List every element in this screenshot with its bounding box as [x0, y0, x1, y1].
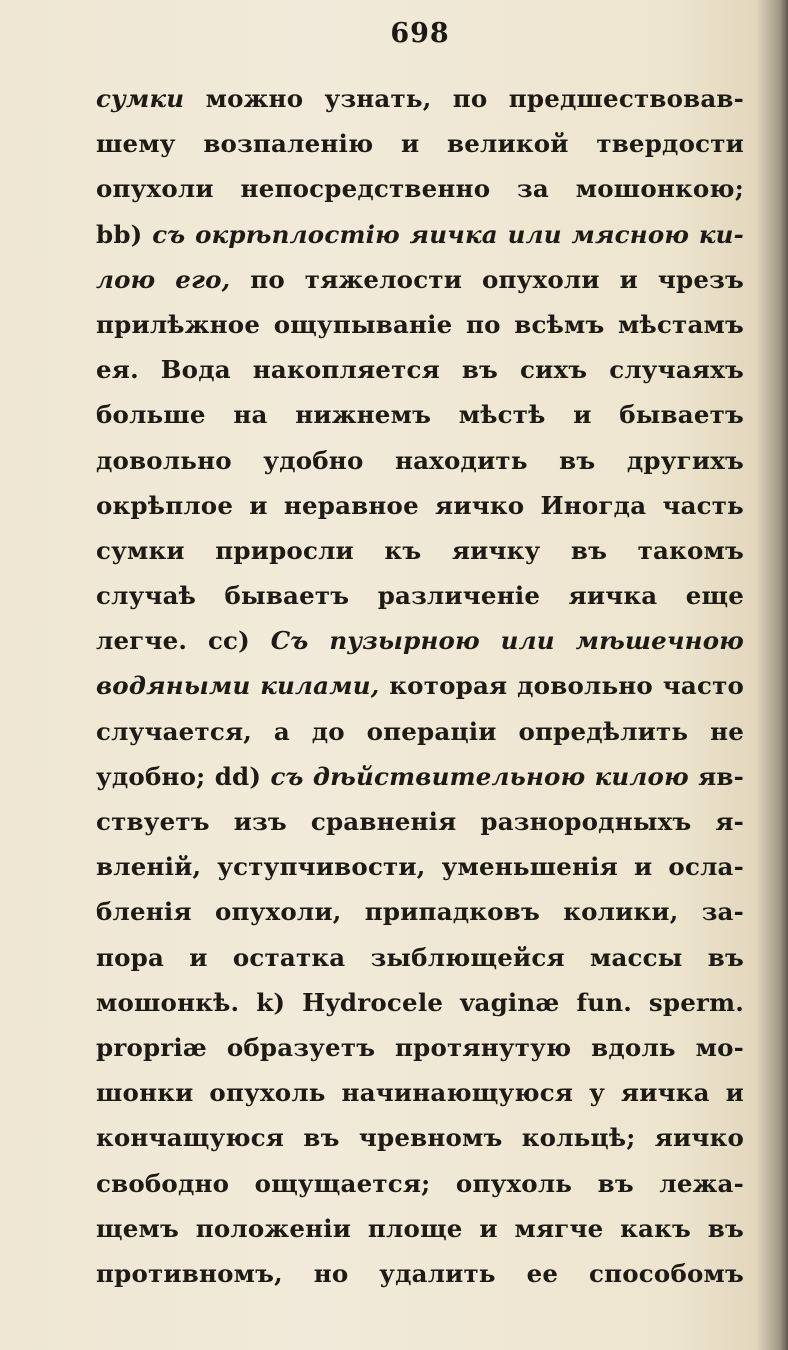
- text-line: [96, 347, 744, 392]
- italic-segment: сумки: [96, 84, 185, 113]
- text-line: [96, 935, 744, 980]
- text-line: [96, 528, 744, 573]
- body-text: [96, 76, 744, 1296]
- text-segment: удобно; dd): [96, 761, 271, 791]
- text-segment: ствуетъ изъ сравненія разнородныхъ я-: [96, 807, 744, 836]
- text-segment: противномъ, но удалить ее способомъ: [96, 1258, 744, 1288]
- text-line: [96, 392, 744, 437]
- text-line: [96, 663, 744, 708]
- text-line: [96, 709, 744, 754]
- text-segment: яв-: [688, 761, 744, 791]
- text-segment: прилѣжное ощупываніе по всѣмъ мѣстамъ: [96, 309, 744, 339]
- italic-segment: съ окрѣплостію яичка или мясною ки-: [152, 219, 744, 249]
- text-segment: шонки опухоль начинающуюся у яичка и: [96, 1078, 744, 1108]
- text-segment: можно узнать, по предшествовав-: [184, 84, 744, 113]
- text-line: [96, 438, 744, 483]
- text-line: [96, 980, 744, 1025]
- text-line: [96, 844, 744, 889]
- text-segment: окрѣплое и неравное яичко Иногда часть: [96, 490, 744, 520]
- text-line: [96, 212, 744, 257]
- text-segment: шему возпаленію и великой твердости: [96, 129, 744, 159]
- text-line: [96, 618, 744, 663]
- text-line: [96, 1025, 744, 1070]
- italic-segment: лою его,: [96, 264, 231, 294]
- text-line: [96, 573, 744, 618]
- text-line: [96, 1251, 744, 1296]
- text-segment: которая довольно часто: [379, 671, 744, 701]
- text-segment: пора и остатка зыблющейся массы въ: [96, 942, 744, 972]
- text-line: [96, 754, 744, 799]
- text-line: [96, 1115, 744, 1160]
- text-segment: случается, а до операціи опредѣлить не: [96, 716, 744, 746]
- page-number: 698: [390, 18, 450, 49]
- text-segment: мошонкѣ. k) Hydrocele vaginæ fun. sperm.: [96, 987, 744, 1017]
- text-segment: больше на нижнемъ мѣстѣ и бываетъ: [96, 400, 744, 430]
- text-line: [96, 1070, 744, 1115]
- text-segment: довольно удобно находить въ другихъ: [96, 445, 744, 475]
- text-segment: бленія опухоли, припадковъ колики, за-: [96, 897, 744, 927]
- text-line: [96, 121, 744, 166]
- text-segment: свободно ощущается; опухоль въ лежа-: [96, 1168, 744, 1198]
- text-segment: сумки приросли къ яичку въ такомъ: [96, 535, 744, 565]
- text-segment: ея. Вода накопляется въ сихъ случаяхъ: [96, 355, 744, 385]
- text-line: [96, 257, 744, 302]
- text-line: [96, 799, 744, 844]
- text-segment: легче. cc): [96, 626, 271, 656]
- text-segment: опухоли непосредственно за мошонкою;: [96, 174, 744, 204]
- italic-segment: водяными килами,: [96, 671, 380, 701]
- text-line: [96, 166, 744, 211]
- italic-segment: съ дѣйствительною килою: [270, 761, 689, 791]
- text-segment: вленій, уступчивости, уменьшенія и осла-: [96, 852, 744, 882]
- text-segment: по тяжелости опухоли и чрезъ: [230, 264, 744, 294]
- text-segment: кончащуюся въ чревномъ кольцѣ; яичко: [96, 1123, 744, 1153]
- text-segment: bb): [96, 219, 153, 249]
- text-segment: щемъ положеніи площе и мягче какъ въ: [96, 1213, 744, 1243]
- text-line: [96, 1206, 744, 1251]
- text-line: [96, 483, 744, 528]
- italic-segment: Съ пузырною или мѣшечною: [270, 626, 744, 656]
- text-line: [96, 76, 744, 121]
- text-segment: propriæ образуетъ протянутую вдоль мо-: [96, 1032, 744, 1062]
- text-line: [96, 889, 744, 934]
- text-line: [96, 1161, 744, 1206]
- text-line: [96, 302, 744, 347]
- text-segment: случаѣ бываетъ различеніе яичка еще: [96, 581, 744, 611]
